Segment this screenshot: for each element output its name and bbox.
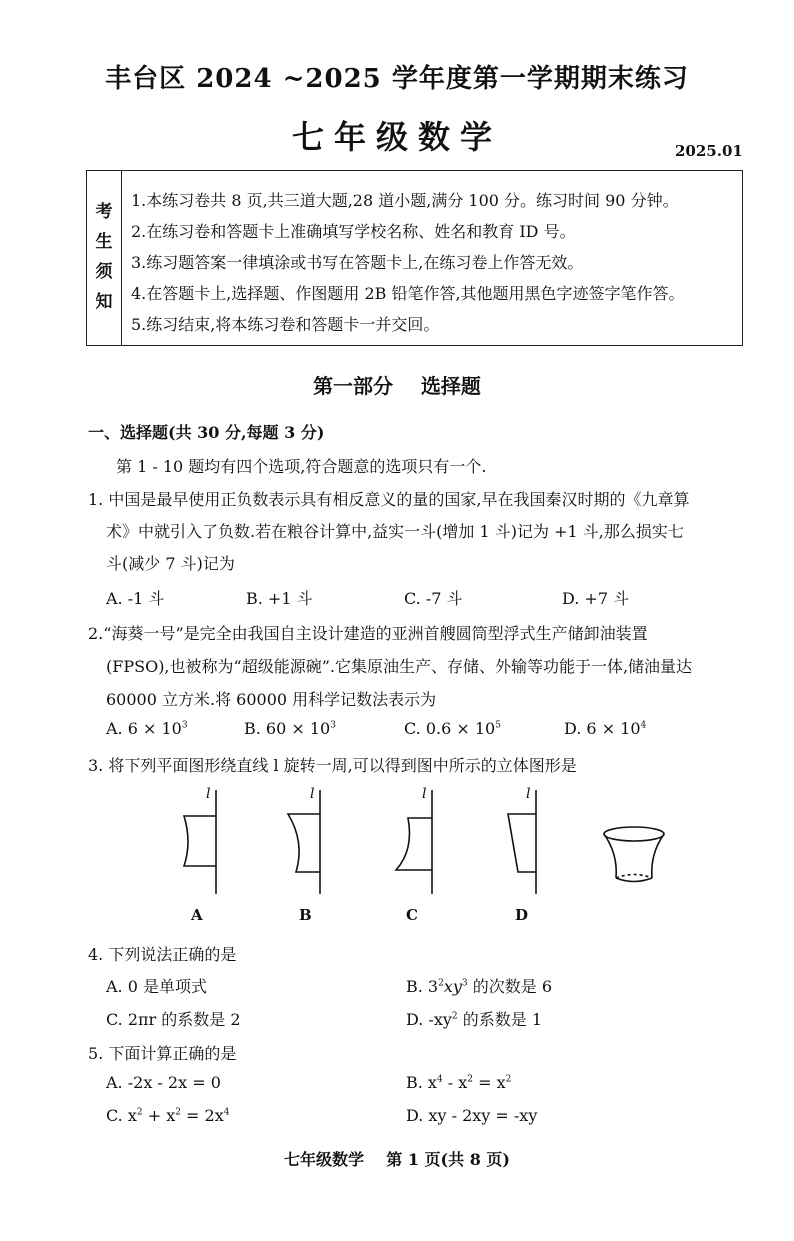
shape-c (396, 818, 432, 870)
notice-item: 4.在答题卡上,选择题、作图题用 2B 铅笔作答,其他题用黑色字迹签字笔作答。 (131, 284, 685, 303)
q2-option-d: D. $6 \times 10^4$ (564, 719, 647, 738)
q2-line: (FPSO),也被称为“超级能源碗”.它集原油生产、存储、外输等功能于一体,储油量达 (106, 657, 693, 676)
q4-option-b: B. $3^2xy^3$ 的次数是 6 (406, 977, 552, 996)
q3-text: 3. 将下列平面图形绕直线 l 旋转一周,可以得到图中所示的立体图形是 (88, 756, 577, 775)
q4-option-c: C. 2πr 的系数是 2 (106, 1010, 241, 1029)
q1-line: 术》中就引入了负数.若在粮谷计算中,益实一斗(增加 1 斗)记为 +1 斗,那么损实七 (106, 522, 684, 541)
page-footer: 七年级数学 第 1 页(共 8 页) (284, 1150, 510, 1169)
q3-option-d-label: D (515, 906, 529, 924)
notice-label-char: 生 (95, 232, 113, 252)
q5-text: 5. 下面计算正确的是 (88, 1044, 237, 1063)
solid-right-side (652, 834, 664, 878)
q1-line: 1. 中国是最早使用正负数表示具有相反意义的量的国家,早在我国秦汉时期的《九章算 (88, 490, 690, 509)
exam-title: 丰台区 2024 ~2025 学年度第一学期期末练习 (105, 64, 689, 94)
section-title: 第一部分 选择题 (313, 374, 481, 398)
axis-label-c: l (422, 786, 427, 802)
q1-option-b: B. +1 斗 (246, 589, 313, 608)
notice-divider (121, 171, 122, 345)
q1-option-a: A. -1 斗 (106, 589, 165, 608)
q4-option-d: D. $-xy^2$ 的系数是 1 (406, 1010, 542, 1029)
q1-option-d: D. +7 斗 (562, 589, 630, 608)
q2-option-b: B. $60 \times 10^3$ (244, 719, 336, 738)
q3-figures (150, 782, 680, 900)
notice-label (87, 197, 121, 317)
section-intro: 第 1 - 10 题均有四个选项,符合题意的选项只有一个. (116, 457, 487, 476)
axis-label-b: l (310, 786, 315, 802)
exam-subtitle: 七年级数学 (291, 118, 502, 156)
candidate-notice-box (86, 170, 743, 346)
notice-list (131, 185, 685, 340)
q2-line: 60000 立方米.将 60000 用科学记数法表示为 (106, 690, 437, 709)
q4-option-a: A. 0 是单项式 (106, 977, 207, 996)
shape-b (288, 814, 320, 872)
q3-option-c-label: C (406, 906, 418, 924)
exam-date: 2025.01 (675, 142, 743, 160)
axis-label-d: l (526, 786, 531, 802)
q5-option-d: D. xy - 2xy = -xy (406, 1106, 538, 1125)
q4-text: 4. 下列说法正确的是 (88, 945, 237, 964)
q5-option-c: C. $x^2 + x^2 = 2x^4$ (106, 1106, 230, 1125)
notice-item: 1.本练习卷共 8 页,共三道大题,28 道小题,满分 100 分。练习时间 90 分钟。 (131, 191, 679, 210)
notice-item: 3.练习题答案一律填涂或书写在答题卡上,在练习卷上作答无效。 (131, 253, 584, 272)
q3-option-b-label: B (299, 906, 312, 924)
shape-d (508, 814, 536, 872)
solid-bottom-back (616, 875, 652, 879)
notice-item: 2.在练习卷和答题卡上准确填写学校名称、姓名和教育 ID 号。 (131, 222, 576, 241)
q2-line: 2.“海葵一号”是完全由我国自主设计建造的亚洲首艘圆筒型浮式生产储卸油装置 (88, 624, 648, 643)
q3-option-a-label: A (191, 906, 203, 924)
q5-option-a: A. -2x - 2x = 0 (106, 1073, 221, 1092)
q2-option-c: C. $0.6 \times 10^5$ (404, 719, 501, 738)
section-heading: 一、选择题(共 30 分,每题 3 分) (88, 423, 325, 442)
shape-a (184, 816, 216, 866)
q1-line: 斗(减少 7 斗)记为 (106, 554, 235, 573)
notice-label-char: 须 (95, 262, 113, 282)
solid-bottom-front (616, 878, 652, 882)
notice-label-char: 知 (95, 292, 113, 312)
notice-label-char: 考 (95, 202, 113, 222)
q1-option-c: C. -7 斗 (404, 589, 463, 608)
solid-left-side (604, 834, 616, 878)
q2-option-a: A. $6 \times 10^3$ (106, 719, 188, 738)
notice-item: 5.练习结束,将本练习卷和答题卡一并交回。 (131, 315, 440, 334)
axis-label-a: l (206, 786, 211, 802)
solid-top-rim (604, 827, 664, 841)
q5-option-b: B. $x^4 - x^2 = x^2$ (406, 1073, 512, 1092)
